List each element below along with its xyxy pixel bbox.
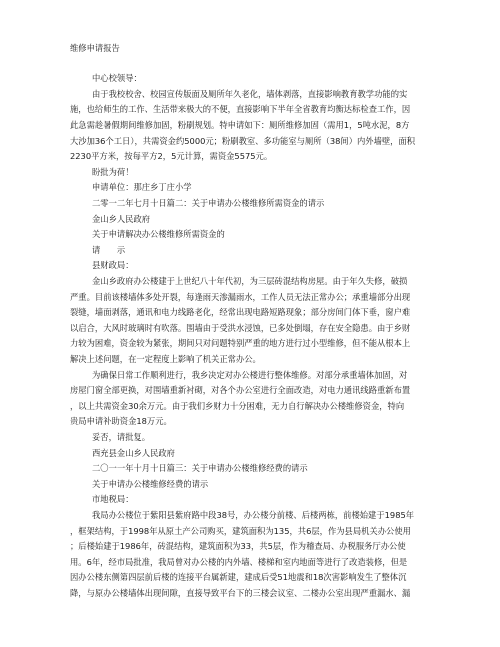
salutation: 县财政局： [92,260,134,270]
date-section-heading: 二〇一一年十月十日篇三：关于申请办公楼维修经费的请示 [92,463,308,473]
paragraph-line: ；后楼始建于1986年，砖混结构，建筑面积为33，共5层，作为稽查局、办税服务厅办公使 [70,541,406,551]
paragraph-line: 贵局申请补助资金18万元。 [70,416,172,426]
paragraph-line: 解决上述问题，在一定程度上影响了机关正常办公。 [70,354,261,364]
paragraph-line: 房屋门窗全部更换，对围墙重新衬砌，对各个办公室进行全面改造，对电力通讯线路重新布置 [70,385,411,395]
paragraph-line: 2230平方米，按每平方2，5元计算，需资金5575元。 [70,151,273,161]
paragraph-line: 施，也给师生的工作、生活带来极大的不便，直接影响下半年全省教育均衡达标检查工作，因 [70,104,411,114]
paragraph-line: 由于我校校舍、校园宣传版面及厕所年久老化，墙体剥落，直接影响教育教学功能的实 [92,89,408,99]
subject-line: 请 示 [92,245,126,255]
salutation: 中心校领导： [92,73,142,83]
date-section-heading: 二零一二年七月十日篇二：关于申请办公楼维修所需资金的请示 [92,198,325,208]
closing-line: 妥否，请批复。 [92,432,151,442]
salutation: 市地税局： [92,494,134,504]
paragraph-line: ，以上共需资金30余万元。由于我们乡财力十分困难，无力自行解决办公楼维修资金，特向 [70,401,405,411]
doc-title: 维修申请报告 [70,43,120,53]
subject-line: 关于申请办公楼维修经费的请示 [92,479,209,489]
paragraph-line: 因办公楼东侧第四层前后楼的连接平台属新建，建成后受51地震和18次害影响发生了整体沉 [70,572,407,582]
paragraph-line: 以启合，大风时玻璃时有吹落。围墙由于受洪水浸蚀，已多处倒塌，存在安全隐患。由于乡财 [70,323,411,333]
paragraph-line: 用。6年，经市局批准，我局曾对办公楼的内外墙、楼梯和室内地面等进行了改造装修，但是 [70,557,408,567]
paragraph-line: ，框架结构，于1998年从原土产公司购买，建筑面积为135，共6层，作为县局机关办公使用 [70,526,411,536]
applicant-line: 申请单位：那庄乡丁庄小学 [92,182,192,192]
org-name: 金山乡人民政府 [92,214,151,224]
signature-line: 西充县金山乡人民政府 [92,448,175,458]
paragraph-line: 我局办公楼位于紫阳县紫府路中段38号，办公楼分前楼、后楼两栋，前楼始建于1985年 [92,510,415,520]
paragraph-line: 金山乡政府办公楼建于上世纪八十年代初，为三层砖混结构房屋。由于年久失修，破损 [92,276,408,286]
paragraph-line: 为确保日常工作顺利进行，我乡决定对办公楼进行整体维修。对部分承重墙体加固，对 [92,370,408,380]
paragraph-line: 力较为困难，资金较为紧张，期间只对问题特别严重的地方进行过小型维修，但不能从根本上 [70,338,411,348]
closing-line: 盼批为荷！ [92,167,134,177]
paragraph-line: 降，与原办公楼墙体出现间隙，直接导致平台下的三楼会议室、二楼办公室出现严重漏水、漏 [70,588,411,598]
paragraph-line: 此急需趁暑假期间维修加固，粉刷规划。特申请如下：厕所维修加固（需用1，5吨水泥，8方 [70,120,410,130]
paragraph-line: 严重。目前该楼墙体多处开裂，每逢雨天渗漏雨水，工作人员无法正常办公；承重墙部分出现 [70,292,411,302]
subject-line: 关于申请解决办公楼维修所需资金的 [92,229,225,239]
paragraph-line: 大沙加36个工日），共需资金约5000元；粉刷教室、多功能室与厕所（38间）内外墙壁，面积 [70,136,416,146]
paragraph-line: 裂缝，墙面剥落，通讯和电力线路老化，经常出现电路短路现象；部分房间门体下垂，窗户难 [70,307,411,317]
